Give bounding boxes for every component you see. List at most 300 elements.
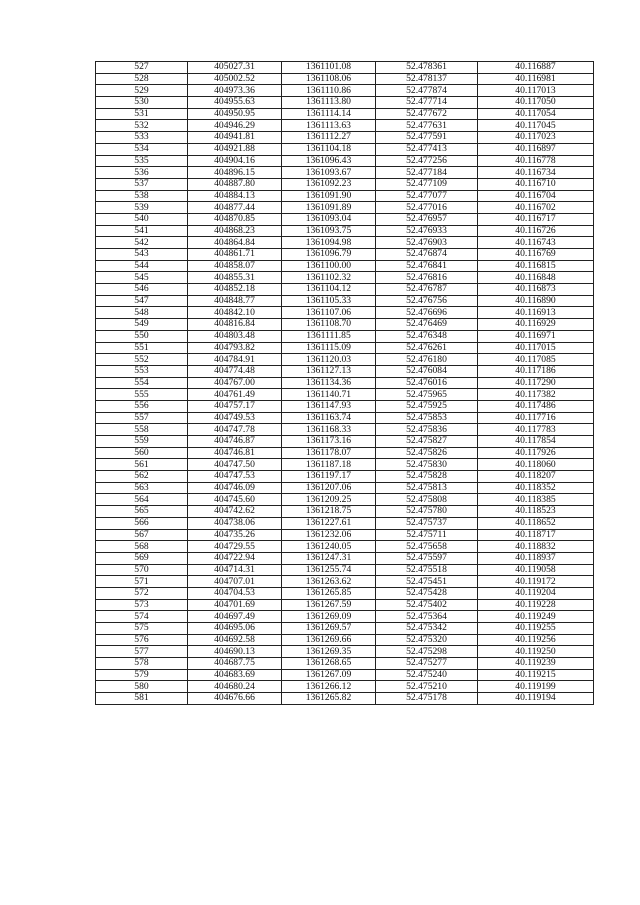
- point-number-cell: 537: [96, 178, 188, 190]
- y-coordinate-cell: 1361114.14: [282, 108, 376, 120]
- table-row: [96, 646, 594, 658]
- longitude-cell: 40.119204: [478, 587, 594, 599]
- x-coordinate-cell: 404747.53: [188, 471, 282, 483]
- x-coordinate-cell: 404973.36: [188, 85, 282, 97]
- latitude-cell: 52.475780: [376, 506, 478, 518]
- y-coordinate-cell: 1361115.09: [282, 342, 376, 354]
- longitude-cell: 40.116734: [478, 167, 594, 179]
- x-coordinate-cell: 404747.50: [188, 459, 282, 471]
- point-number-cell: 579: [96, 669, 188, 681]
- table-row: [96, 225, 594, 237]
- table-row: [96, 167, 594, 179]
- latitude-cell: 52.475277: [376, 658, 478, 670]
- x-coordinate-cell: 404707.01: [188, 576, 282, 588]
- y-coordinate-cell: 1361268.65: [282, 658, 376, 670]
- coordinates-table: [95, 61, 594, 705]
- longitude-cell: 40.117783: [478, 424, 594, 436]
- latitude-cell: 52.476084: [376, 365, 478, 377]
- longitude-cell: 40.116778: [478, 155, 594, 167]
- latitude-cell: 52.475342: [376, 623, 478, 635]
- y-coordinate-cell: 1361096.79: [282, 249, 376, 261]
- latitude-cell: 52.475828: [376, 471, 478, 483]
- table-row: [96, 400, 594, 412]
- point-number-cell: 546: [96, 284, 188, 296]
- table-row: [96, 541, 594, 553]
- longitude-cell: 40.117854: [478, 436, 594, 448]
- y-coordinate-cell: 1361104.18: [282, 143, 376, 155]
- point-number-cell: 559: [96, 436, 188, 448]
- table-row: [96, 436, 594, 448]
- latitude-cell: 52.478137: [376, 73, 478, 85]
- y-coordinate-cell: 1361120.03: [282, 354, 376, 366]
- y-coordinate-cell: 1361127.13: [282, 365, 376, 377]
- y-coordinate-cell: 1361269.66: [282, 634, 376, 646]
- point-number-cell: 567: [96, 529, 188, 541]
- x-coordinate-cell: 404941.81: [188, 132, 282, 144]
- table-row: [96, 120, 594, 132]
- longitude-cell: 40.118832: [478, 541, 594, 553]
- longitude-cell: 40.119239: [478, 658, 594, 670]
- x-coordinate-cell: 404774.48: [188, 365, 282, 377]
- y-coordinate-cell: 1361107.06: [282, 307, 376, 319]
- y-coordinate-cell: 1361105.33: [282, 295, 376, 307]
- point-number-cell: 561: [96, 459, 188, 471]
- x-coordinate-cell: 404946.29: [188, 120, 282, 132]
- point-number-cell: 531: [96, 108, 188, 120]
- table-row: [96, 482, 594, 494]
- longitude-cell: 40.119199: [478, 681, 594, 693]
- table-row: [96, 202, 594, 214]
- x-coordinate-cell: 404852.18: [188, 284, 282, 296]
- x-coordinate-cell: 404701.69: [188, 599, 282, 611]
- table-row: [96, 669, 594, 681]
- point-number-cell: 552: [96, 354, 188, 366]
- point-number-cell: 569: [96, 552, 188, 564]
- longitude-cell: 40.117186: [478, 365, 594, 377]
- point-number-cell: 578: [96, 658, 188, 670]
- x-coordinate-cell: 404816.84: [188, 319, 282, 331]
- table-row: [96, 85, 594, 97]
- y-coordinate-cell: 1361108.70: [282, 319, 376, 331]
- longitude-cell: 40.117050: [478, 97, 594, 109]
- y-coordinate-cell: 1361266.12: [282, 681, 376, 693]
- latitude-cell: 52.476261: [376, 342, 478, 354]
- x-coordinate-cell: 404695.06: [188, 623, 282, 635]
- longitude-cell: 40.118523: [478, 506, 594, 518]
- y-coordinate-cell: 1361102.32: [282, 272, 376, 284]
- latitude-cell: 52.477714: [376, 97, 478, 109]
- latitude-cell: 52.475320: [376, 634, 478, 646]
- y-coordinate-cell: 1361263.62: [282, 576, 376, 588]
- latitude-cell: 52.477631: [376, 120, 478, 132]
- latitude-cell: 52.477077: [376, 190, 478, 202]
- table-row: [96, 552, 594, 564]
- longitude-cell: 40.117015: [478, 342, 594, 354]
- latitude-cell: 52.475298: [376, 646, 478, 658]
- x-coordinate-cell: 404793.82: [188, 342, 282, 354]
- table-row: [96, 658, 594, 670]
- point-number-cell: 574: [96, 611, 188, 623]
- latitude-cell: 52.475402: [376, 599, 478, 611]
- point-number-cell: 562: [96, 471, 188, 483]
- point-number-cell: 539: [96, 202, 188, 214]
- latitude-cell: 52.476756: [376, 295, 478, 307]
- y-coordinate-cell: 1361265.85: [282, 587, 376, 599]
- y-coordinate-cell: 1361197.17: [282, 471, 376, 483]
- point-number-cell: 549: [96, 319, 188, 331]
- latitude-cell: 52.475597: [376, 552, 478, 564]
- x-coordinate-cell: 404757.17: [188, 400, 282, 412]
- longitude-cell: 40.118207: [478, 471, 594, 483]
- longitude-cell: 40.116717: [478, 213, 594, 225]
- point-number-cell: 541: [96, 225, 188, 237]
- point-number-cell: 572: [96, 587, 188, 599]
- latitude-cell: 52.476816: [376, 272, 478, 284]
- table-row: [96, 506, 594, 518]
- x-coordinate-cell: 404683.69: [188, 669, 282, 681]
- table-row: [96, 97, 594, 109]
- x-coordinate-cell: 404714.31: [188, 564, 282, 576]
- y-coordinate-cell: 1361092.23: [282, 178, 376, 190]
- y-coordinate-cell: 1361108.06: [282, 73, 376, 85]
- y-coordinate-cell: 1361104.12: [282, 284, 376, 296]
- x-coordinate-cell: 404676.66: [188, 693, 282, 705]
- latitude-cell: 52.475658: [376, 541, 478, 553]
- y-coordinate-cell: 1361209.25: [282, 494, 376, 506]
- latitude-cell: 52.475836: [376, 424, 478, 436]
- table-row: [96, 178, 594, 190]
- table-row: [96, 272, 594, 284]
- table-row: [96, 307, 594, 319]
- point-number-cell: 547: [96, 295, 188, 307]
- y-coordinate-cell: 1361227.61: [282, 517, 376, 529]
- x-coordinate-cell: 404858.07: [188, 260, 282, 272]
- table-row: [96, 517, 594, 529]
- point-number-cell: 528: [96, 73, 188, 85]
- y-coordinate-cell: 1361218.75: [282, 506, 376, 518]
- table-row: [96, 155, 594, 167]
- latitude-cell: 52.475925: [376, 400, 478, 412]
- y-coordinate-cell: 1361267.09: [282, 669, 376, 681]
- longitude-cell: 40.119058: [478, 564, 594, 576]
- latitude-cell: 52.476903: [376, 237, 478, 249]
- table-row: [96, 634, 594, 646]
- latitude-cell: 52.475711: [376, 529, 478, 541]
- longitude-cell: 40.116929: [478, 319, 594, 331]
- y-coordinate-cell: 1361267.59: [282, 599, 376, 611]
- point-number-cell: 568: [96, 541, 188, 553]
- x-coordinate-cell: 404687.75: [188, 658, 282, 670]
- x-coordinate-cell: 404848.77: [188, 295, 282, 307]
- point-number-cell: 577: [96, 646, 188, 658]
- point-number-cell: 527: [96, 62, 188, 74]
- table-row: [96, 599, 594, 611]
- latitude-cell: 52.475826: [376, 447, 478, 459]
- point-number-cell: 545: [96, 272, 188, 284]
- longitude-cell: 40.119250: [478, 646, 594, 658]
- x-coordinate-cell: 404842.10: [188, 307, 282, 319]
- x-coordinate-cell: 404722.94: [188, 552, 282, 564]
- longitude-cell: 40.118937: [478, 552, 594, 564]
- latitude-cell: 52.476957: [376, 213, 478, 225]
- point-number-cell: 532: [96, 120, 188, 132]
- point-number-cell: 548: [96, 307, 188, 319]
- table-row: [96, 587, 594, 599]
- point-number-cell: 556: [96, 400, 188, 412]
- x-coordinate-cell: 404746.81: [188, 447, 282, 459]
- longitude-cell: 40.117054: [478, 108, 594, 120]
- point-number-cell: 566: [96, 517, 188, 529]
- longitude-cell: 40.119256: [478, 634, 594, 646]
- y-coordinate-cell: 1361168.33: [282, 424, 376, 436]
- latitude-cell: 52.475428: [376, 587, 478, 599]
- longitude-cell: 40.118060: [478, 459, 594, 471]
- latitude-cell: 52.477256: [376, 155, 478, 167]
- latitude-cell: 52.475178: [376, 693, 478, 705]
- longitude-cell: 40.116897: [478, 143, 594, 155]
- longitude-cell: 40.117486: [478, 400, 594, 412]
- y-coordinate-cell: 1361255.74: [282, 564, 376, 576]
- latitude-cell: 52.476016: [376, 377, 478, 389]
- y-coordinate-cell: 1361100.00: [282, 260, 376, 272]
- longitude-cell: 40.116913: [478, 307, 594, 319]
- x-coordinate-cell: 404864.84: [188, 237, 282, 249]
- point-number-cell: 576: [96, 634, 188, 646]
- x-coordinate-cell: 404746.87: [188, 436, 282, 448]
- y-coordinate-cell: 1361173.16: [282, 436, 376, 448]
- point-number-cell: 550: [96, 330, 188, 342]
- table-row: [96, 342, 594, 354]
- x-coordinate-cell: 404746.09: [188, 482, 282, 494]
- coordinates-table-body: [96, 62, 594, 705]
- point-number-cell: 554: [96, 377, 188, 389]
- table-row: [96, 213, 594, 225]
- x-coordinate-cell: 404855.31: [188, 272, 282, 284]
- point-number-cell: 535: [96, 155, 188, 167]
- x-coordinate-cell: 404729.55: [188, 541, 282, 553]
- y-coordinate-cell: 1361269.35: [282, 646, 376, 658]
- latitude-cell: 52.475830: [376, 459, 478, 471]
- point-number-cell: 551: [96, 342, 188, 354]
- longitude-cell: 40.117085: [478, 354, 594, 366]
- table-row: [96, 611, 594, 623]
- longitude-cell: 40.116887: [478, 62, 594, 74]
- x-coordinate-cell: 404904.16: [188, 155, 282, 167]
- latitude-cell: 52.475808: [376, 494, 478, 506]
- x-coordinate-cell: 405027.31: [188, 62, 282, 74]
- latitude-cell: 52.476874: [376, 249, 478, 261]
- point-number-cell: 558: [96, 424, 188, 436]
- x-coordinate-cell: 405002.52: [188, 73, 282, 85]
- table-row: [96, 471, 594, 483]
- y-coordinate-cell: 1361091.89: [282, 202, 376, 214]
- longitude-cell: 40.116704: [478, 190, 594, 202]
- longitude-cell: 40.119215: [478, 669, 594, 681]
- table-row: [96, 412, 594, 424]
- x-coordinate-cell: 404704.53: [188, 587, 282, 599]
- longitude-cell: 40.117382: [478, 389, 594, 401]
- table-row: [96, 295, 594, 307]
- table-row: [96, 424, 594, 436]
- longitude-cell: 40.119172: [478, 576, 594, 588]
- point-number-cell: 534: [96, 143, 188, 155]
- point-number-cell: 565: [96, 506, 188, 518]
- latitude-cell: 52.475965: [376, 389, 478, 401]
- y-coordinate-cell: 1361113.63: [282, 120, 376, 132]
- latitude-cell: 52.475853: [376, 412, 478, 424]
- longitude-cell: 40.119249: [478, 611, 594, 623]
- longitude-cell: 40.117045: [478, 120, 594, 132]
- latitude-cell: 52.477413: [376, 143, 478, 155]
- y-coordinate-cell: 1361093.75: [282, 225, 376, 237]
- longitude-cell: 40.116873: [478, 284, 594, 296]
- point-number-cell: 536: [96, 167, 188, 179]
- latitude-cell: 52.475813: [376, 482, 478, 494]
- latitude-cell: 52.477874: [376, 85, 478, 97]
- latitude-cell: 52.478361: [376, 62, 478, 74]
- table-row: [96, 564, 594, 576]
- latitude-cell: 52.477016: [376, 202, 478, 214]
- latitude-cell: 52.476933: [376, 225, 478, 237]
- table-row: [96, 389, 594, 401]
- latitude-cell: 52.476841: [376, 260, 478, 272]
- x-coordinate-cell: 404692.58: [188, 634, 282, 646]
- y-coordinate-cell: 1361147.93: [282, 400, 376, 412]
- longitude-cell: 40.117716: [478, 412, 594, 424]
- longitude-cell: 40.118352: [478, 482, 594, 494]
- x-coordinate-cell: 404697.49: [188, 611, 282, 623]
- x-coordinate-cell: 404690.13: [188, 646, 282, 658]
- latitude-cell: 52.475518: [376, 564, 478, 576]
- point-number-cell: 553: [96, 365, 188, 377]
- y-coordinate-cell: 1361178.07: [282, 447, 376, 459]
- point-number-cell: 557: [96, 412, 188, 424]
- y-coordinate-cell: 1361091.90: [282, 190, 376, 202]
- y-coordinate-cell: 1361207.06: [282, 482, 376, 494]
- x-coordinate-cell: 404747.78: [188, 424, 282, 436]
- x-coordinate-cell: 404861.71: [188, 249, 282, 261]
- x-coordinate-cell: 404868.23: [188, 225, 282, 237]
- x-coordinate-cell: 404877.44: [188, 202, 282, 214]
- longitude-cell: 40.116710: [478, 178, 594, 190]
- x-coordinate-cell: 404738.06: [188, 517, 282, 529]
- y-coordinate-cell: 1361269.09: [282, 611, 376, 623]
- point-number-cell: 573: [96, 599, 188, 611]
- table-row: [96, 330, 594, 342]
- table-row: [96, 319, 594, 331]
- longitude-cell: 40.116971: [478, 330, 594, 342]
- point-number-cell: 530: [96, 97, 188, 109]
- point-number-cell: 581: [96, 693, 188, 705]
- point-number-cell: 529: [96, 85, 188, 97]
- table-row: [96, 494, 594, 506]
- latitude-cell: 52.475364: [376, 611, 478, 623]
- latitude-cell: 52.477591: [376, 132, 478, 144]
- table-row: [96, 459, 594, 471]
- latitude-cell: 52.475210: [376, 681, 478, 693]
- table-row: [96, 576, 594, 588]
- longitude-cell: 40.119194: [478, 693, 594, 705]
- table-row: [96, 73, 594, 85]
- longitude-cell: 40.117023: [478, 132, 594, 144]
- latitude-cell: 52.476469: [376, 319, 478, 331]
- table-row: [96, 62, 594, 74]
- x-coordinate-cell: 404749.53: [188, 412, 282, 424]
- longitude-cell: 40.116769: [478, 249, 594, 261]
- x-coordinate-cell: 404955.63: [188, 97, 282, 109]
- latitude-cell: 52.475240: [376, 669, 478, 681]
- table-row: [96, 623, 594, 635]
- latitude-cell: 52.475451: [376, 576, 478, 588]
- table-row: [96, 529, 594, 541]
- y-coordinate-cell: 1361101.08: [282, 62, 376, 74]
- y-coordinate-cell: 1361269.57: [282, 623, 376, 635]
- latitude-cell: 52.476787: [376, 284, 478, 296]
- x-coordinate-cell: 404680.24: [188, 681, 282, 693]
- y-coordinate-cell: 1361134.36: [282, 377, 376, 389]
- latitude-cell: 52.477184: [376, 167, 478, 179]
- y-coordinate-cell: 1361232.06: [282, 529, 376, 541]
- point-number-cell: 533: [96, 132, 188, 144]
- table-row: [96, 365, 594, 377]
- x-coordinate-cell: 404884.13: [188, 190, 282, 202]
- x-coordinate-cell: 404803.48: [188, 330, 282, 342]
- x-coordinate-cell: 404887.80: [188, 178, 282, 190]
- latitude-cell: 52.475737: [376, 517, 478, 529]
- x-coordinate-cell: 404767.00: [188, 377, 282, 389]
- table-row: [96, 132, 594, 144]
- point-number-cell: 580: [96, 681, 188, 693]
- longitude-cell: 40.118385: [478, 494, 594, 506]
- table-row: [96, 354, 594, 366]
- y-coordinate-cell: 1361096.43: [282, 155, 376, 167]
- x-coordinate-cell: 404784.91: [188, 354, 282, 366]
- longitude-cell: 40.116981: [478, 73, 594, 85]
- point-number-cell: 555: [96, 389, 188, 401]
- point-number-cell: 564: [96, 494, 188, 506]
- point-number-cell: 571: [96, 576, 188, 588]
- longitude-cell: 40.118717: [478, 529, 594, 541]
- longitude-cell: 40.116848: [478, 272, 594, 284]
- latitude-cell: 52.477109: [376, 178, 478, 190]
- point-number-cell: 538: [96, 190, 188, 202]
- point-number-cell: 540: [96, 213, 188, 225]
- x-coordinate-cell: 404735.26: [188, 529, 282, 541]
- table-row: [96, 108, 594, 120]
- longitude-cell: 40.116726: [478, 225, 594, 237]
- y-coordinate-cell: 1361112.27: [282, 132, 376, 144]
- point-number-cell: 544: [96, 260, 188, 272]
- x-coordinate-cell: 404896.15: [188, 167, 282, 179]
- latitude-cell: 52.477672: [376, 108, 478, 120]
- table-row: [96, 190, 594, 202]
- point-number-cell: 575: [96, 623, 188, 635]
- longitude-cell: 40.118652: [478, 517, 594, 529]
- y-coordinate-cell: 1361110.86: [282, 85, 376, 97]
- longitude-cell: 40.117926: [478, 447, 594, 459]
- longitude-cell: 40.119228: [478, 599, 594, 611]
- table-row: [96, 681, 594, 693]
- table-row: [96, 143, 594, 155]
- point-number-cell: 543: [96, 249, 188, 261]
- y-coordinate-cell: 1361247.31: [282, 552, 376, 564]
- table-row: [96, 447, 594, 459]
- table-row: [96, 249, 594, 261]
- y-coordinate-cell: 1361163.74: [282, 412, 376, 424]
- latitude-cell: 52.475827: [376, 436, 478, 448]
- x-coordinate-cell: 404921.88: [188, 143, 282, 155]
- table-row: [96, 237, 594, 249]
